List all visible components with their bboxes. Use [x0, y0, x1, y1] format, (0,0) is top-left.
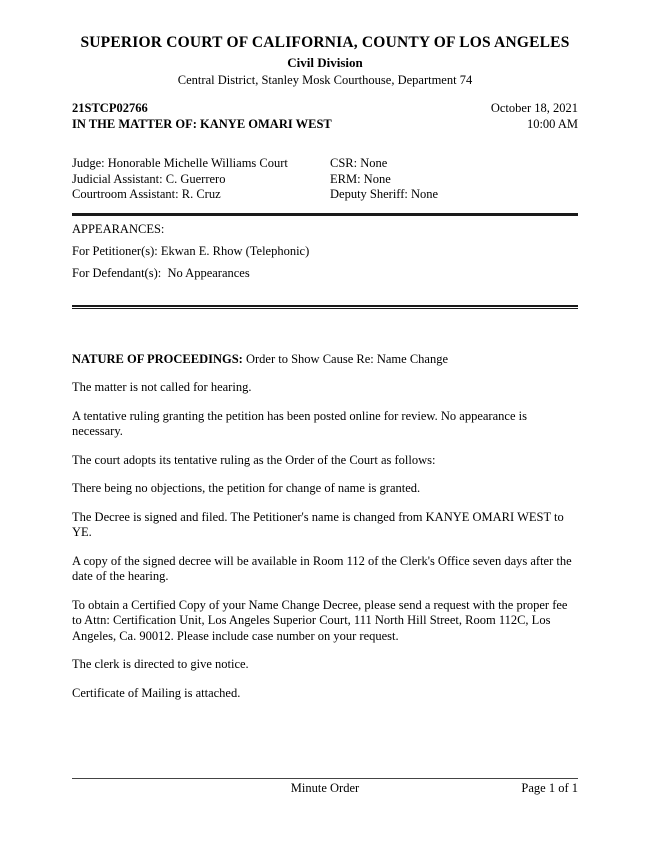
judge-line: Judge: Honorable Michelle Williams Court: [72, 156, 288, 170]
order-paragraph: There being no objections, the petition for change of name is granted.: [72, 481, 421, 495]
court-name: SUPERIOR COURT OF CALIFORNIA, COUNTY OF LOS ANGELES: [80, 34, 570, 51]
appearances-heading: APPEARANCES:: [72, 221, 165, 236]
footer-document-type: Minute Order: [290, 781, 360, 795]
footer-page-number: Page 1 of 1: [521, 781, 578, 795]
appearances-divider-bottom: [72, 305, 578, 309]
order-paragraph: The clerk is directed to give notice.: [72, 657, 249, 671]
court-officials-block: [72, 156, 578, 203]
case-row-1: [72, 100, 578, 116]
erm-line: ERM: None: [330, 171, 391, 186]
petitioner-appearance: For Petitioner(s): Ekwan E. Rhow (Telephonic): [72, 243, 310, 258]
defendant-appearance: For Defendant(s): No Appearances: [72, 265, 250, 280]
officials-row: [72, 172, 578, 188]
case-row-2: [72, 116, 578, 132]
case-number: 21STCP02766: [72, 101, 148, 115]
order-paragraph: The Decree is signed and filed. The Petitioner's name is changed from KANYE OMARI WEST to YE.: [72, 509, 564, 539]
case-title: IN THE MATTER OF: KANYE OMARI WEST: [72, 117, 332, 131]
hearing-time: 10:00 AM: [526, 117, 578, 131]
order-paragraph: To obtain a Certified Copy of your Name Change Decree, please send a request with the proper fee to Attn: Certification Unit, Los Angeles Superior Court, 111 North Hill Street, Room 112C, Los Angeles, Ca. 90012. Please include case number on your request.: [72, 597, 568, 643]
footer-divider: [72, 779, 578, 796]
court-location: Central District, Stanley Mosk Courthouse, Department 74: [177, 73, 473, 87]
order-paragraph: Certificate of Mailing is attached.: [72, 685, 241, 700]
officials-row: [72, 156, 578, 172]
order-paragraph: A copy of the signed decree will be available in Room 112 of the Clerk's Office seven days after the date of the hearing.: [72, 553, 572, 583]
hearing-date: October 18, 2021: [490, 101, 578, 115]
csr-line: CSR: None: [330, 156, 388, 170]
officials-row: [72, 187, 578, 203]
order-paragraph: The matter is not called for hearing.: [72, 380, 252, 394]
order-paragraph: The court adopts its tentative ruling as the Order of the Court as follows:: [72, 452, 436, 467]
page-footer: [72, 778, 578, 796]
nature-of-proceedings: [72, 352, 578, 368]
deputy-sheriff-line: Deputy Sheriff: None: [330, 187, 439, 201]
nature-of-proceedings-label: NATURE OF PROCEEDINGS:: [72, 351, 243, 366]
order-paragraph: A tentative ruling granting the petition has been posted online for review. No appearance is necessary.: [72, 408, 527, 438]
appearances-section: [72, 216, 578, 281]
document-header: [72, 33, 578, 88]
judicial-assistant-line: Judicial Assistant: C. Guerrero: [72, 171, 226, 186]
nature-of-proceedings-value: Order to Show Cause Re: Name Change: [245, 351, 449, 366]
division-name: Civil Division: [287, 55, 363, 70]
courtroom-assistant-line: Courtroom Assistant: R. Cruz: [72, 187, 221, 201]
case-info-block: [72, 100, 578, 132]
